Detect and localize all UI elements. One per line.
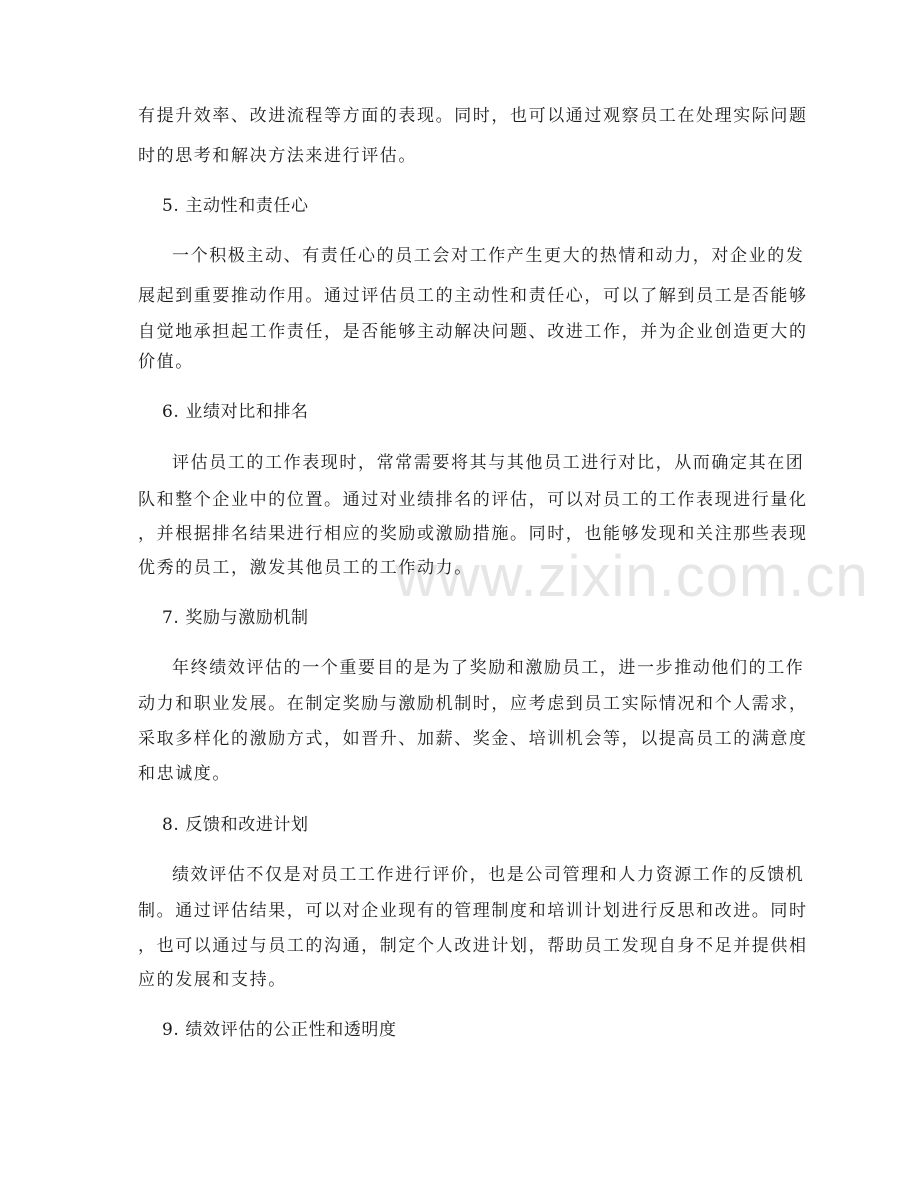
paragraph-line: 优秀的员工，激发其他员工的工作动力。	[138, 558, 473, 578]
paragraph-line: 评估员工的工作表现时，常常需要将其与其他员工进行对比，从而确定其在团	[172, 453, 805, 473]
paragraph-line: 自觉地承担起工作责任，是否能够主动解决问题、改进工作，并为企业创造更大的	[138, 322, 808, 342]
section-heading: 9. 绩效评估的公正性和透明度	[162, 1020, 397, 1040]
paragraph-line: 动力和职业发展。在制定奖励与激励机制时，应考虑到员工实际情况和个人需求，	[138, 694, 808, 714]
watermark: www.zixin.com.cn	[395, 544, 869, 609]
paragraph-line: 和忠诚度。	[138, 764, 231, 784]
paragraph-line: 队和整个企业中的位置。通过对业绩排名的评估，可以对员工的工作表现进行量化	[138, 490, 808, 510]
paragraph-line: 采取多样化的激励方式，如晋升、加薪、奖金、培训机会等，以提高员工的满意度	[138, 729, 808, 749]
paragraph-line: 有提升效率、改进流程等方面的表现。同时，也可以通过观察员工在处理实际问题	[138, 106, 808, 126]
section-heading: 7. 奖励与激励机制	[162, 608, 309, 628]
paragraph-line: 年终绩效评估的一个重要目的是为了奖励和激励员工，进一步推动他们的工作	[172, 658, 805, 678]
section-heading: 6. 业绩对比和排名	[162, 402, 309, 422]
paragraph-line: 绩效评估不仅是对员工工作进行评价，也是公司管理和人力资源工作的反馈机	[172, 865, 805, 885]
paragraph-line: ，并根据排名结果进行相应的奖励或激励措施。同时，也能够发现和关注那些表现	[138, 524, 808, 544]
paragraph-line: ，也可以通过与员工的沟通，制定个人改进计划，帮助员工发现自身不足并提供相	[138, 936, 808, 956]
section-heading: 8. 反馈和改进计划	[162, 815, 309, 835]
paragraph-line: 一个积极主动、有责任心的员工会对工作产生更大的热情和动力，对企业的发	[172, 246, 805, 266]
paragraph-line: 应的发展和支持。	[138, 970, 287, 990]
paragraph-line: 制。通过评估结果，可以对企业现有的管理制度和培训计划进行反思和改进。同时	[138, 901, 808, 921]
paragraph-line: 时的思考和解决方法来进行评估。	[138, 146, 417, 166]
paragraph-line: 价值。	[138, 352, 194, 372]
section-heading: 5. 主动性和责任心	[162, 196, 309, 216]
paragraph-line: 展起到重要推动作用。通过评估员工的主动性和责任心，可以了解到员工是否能够	[138, 286, 808, 306]
